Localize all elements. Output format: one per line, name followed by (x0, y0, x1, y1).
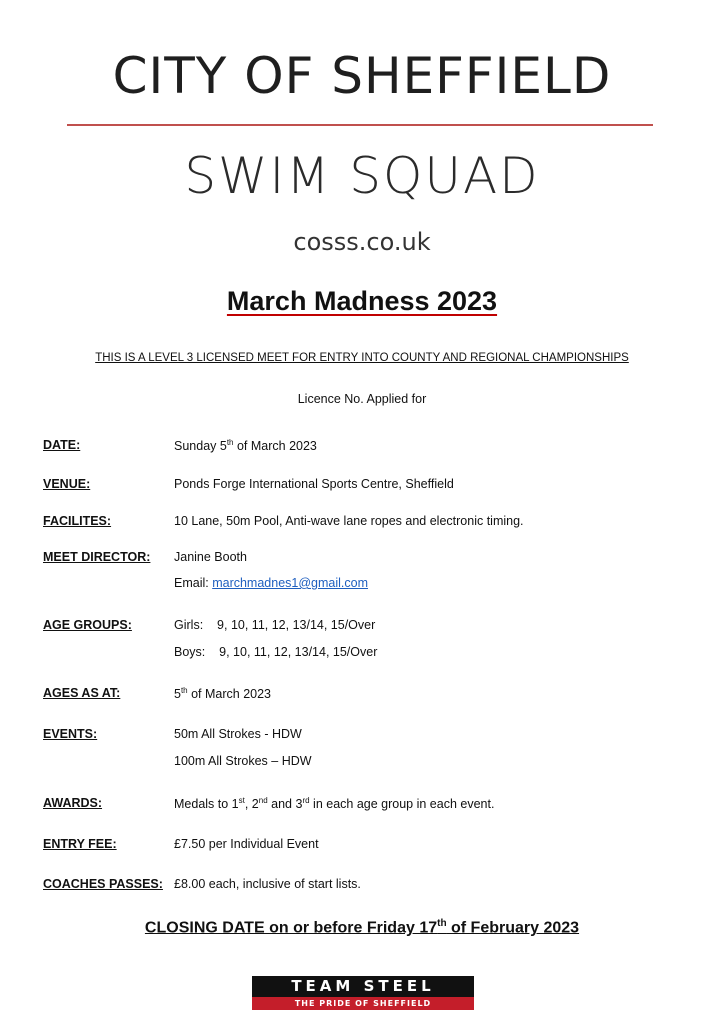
closing-suffix: th (437, 918, 447, 929)
venue-label: VENUE: (43, 477, 91, 491)
awards-text-1: Medals to 1 (174, 797, 239, 812)
date-label: DATE: (43, 438, 81, 452)
meet-title-text: March Madness 2023 (226, 286, 498, 316)
ages-as-at-suffix: th (180, 686, 188, 695)
closing-text: CLOSING DATE on or before Friday 17 (144, 919, 438, 937)
licence-number: Licence No. Applied for (297, 392, 427, 406)
age-groups-label: AGE GROUPS: (43, 618, 132, 632)
director-label: MEET DIRECTOR: (43, 550, 151, 564)
awards-value (174, 796, 494, 811)
events-line-2: 100m All Strokes – HDW (174, 754, 312, 768)
ages-as-at-label: AGES AS AT: (43, 686, 121, 700)
date-suffix: th (226, 438, 234, 447)
meet-title (0, 286, 724, 317)
date-value (174, 438, 317, 453)
ages-as-at-rest: of March 2023 (187, 687, 272, 702)
events-line-1: 50m All Strokes - HDW (174, 727, 302, 741)
events-label: EVENTS: (43, 727, 98, 741)
org-title: CITY OF SHEFFIELD (112, 47, 612, 105)
email-label: Email: (174, 576, 213, 590)
facilities-label: FACILITES: (43, 514, 112, 528)
closing-text-rest: of February 2023 (446, 919, 580, 937)
website-link[interactable]: cosss.co.uk (293, 228, 431, 256)
ages-as-at-value (174, 686, 271, 701)
awards-text-4: in each age group in each event. (309, 797, 495, 812)
awards-sup-1: st (238, 796, 245, 805)
team-steel-logo (252, 976, 474, 1010)
entry-fee-value: £7.50 per Individual Event (174, 837, 319, 851)
email-link[interactable]: marchmadnes1@gmail.com (212, 576, 369, 590)
venue-value: Ponds Forge International Sports Centre, Sheffield (174, 477, 454, 491)
awards-sup-3: rd (302, 796, 310, 805)
logo-tagline: THE PRIDE OF SHEFFIELD (252, 997, 474, 1010)
awards-sup-2: nd (258, 796, 268, 805)
awards-text-3: and 3 (267, 797, 303, 812)
age-groups-girls: Girls: 9, 10, 11, 12, 13/14, 15/Over (174, 618, 376, 632)
director-name: Janine Booth (174, 550, 247, 564)
coaches-label: COACHES PASSES: (43, 877, 163, 891)
entry-fee-label: ENTRY FEE: (43, 837, 117, 851)
squad-title: SWIM SQUAD (184, 147, 540, 205)
coaches-value: £8.00 each, inclusive of start lists. (174, 877, 361, 891)
age-groups-boys: Boys: 9, 10, 11, 12, 13/14, 15/Over (174, 645, 378, 659)
logo-team-steel: TEAM STEEL (252, 976, 474, 997)
date-text: Sunday 5 (174, 439, 227, 454)
ages-as-at-text: 5 (174, 687, 181, 702)
date-text-rest: of March 2023 (233, 439, 317, 454)
awards-label: AWARDS: (43, 796, 103, 810)
licensed-note: THIS IS A LEVEL 3 LICENSED MEET FOR ENTRY INTO COUNTY AND REGIONAL CHAMPIONSHIPS (95, 352, 629, 364)
closing-date (0, 918, 724, 937)
facilities-value: 10 Lane, 50m Pool, Anti-wave lane ropes and electronic timing. (174, 514, 524, 528)
awards-text-2: , 2 (244, 797, 259, 812)
director-email (174, 576, 368, 590)
header-divider (67, 124, 653, 126)
